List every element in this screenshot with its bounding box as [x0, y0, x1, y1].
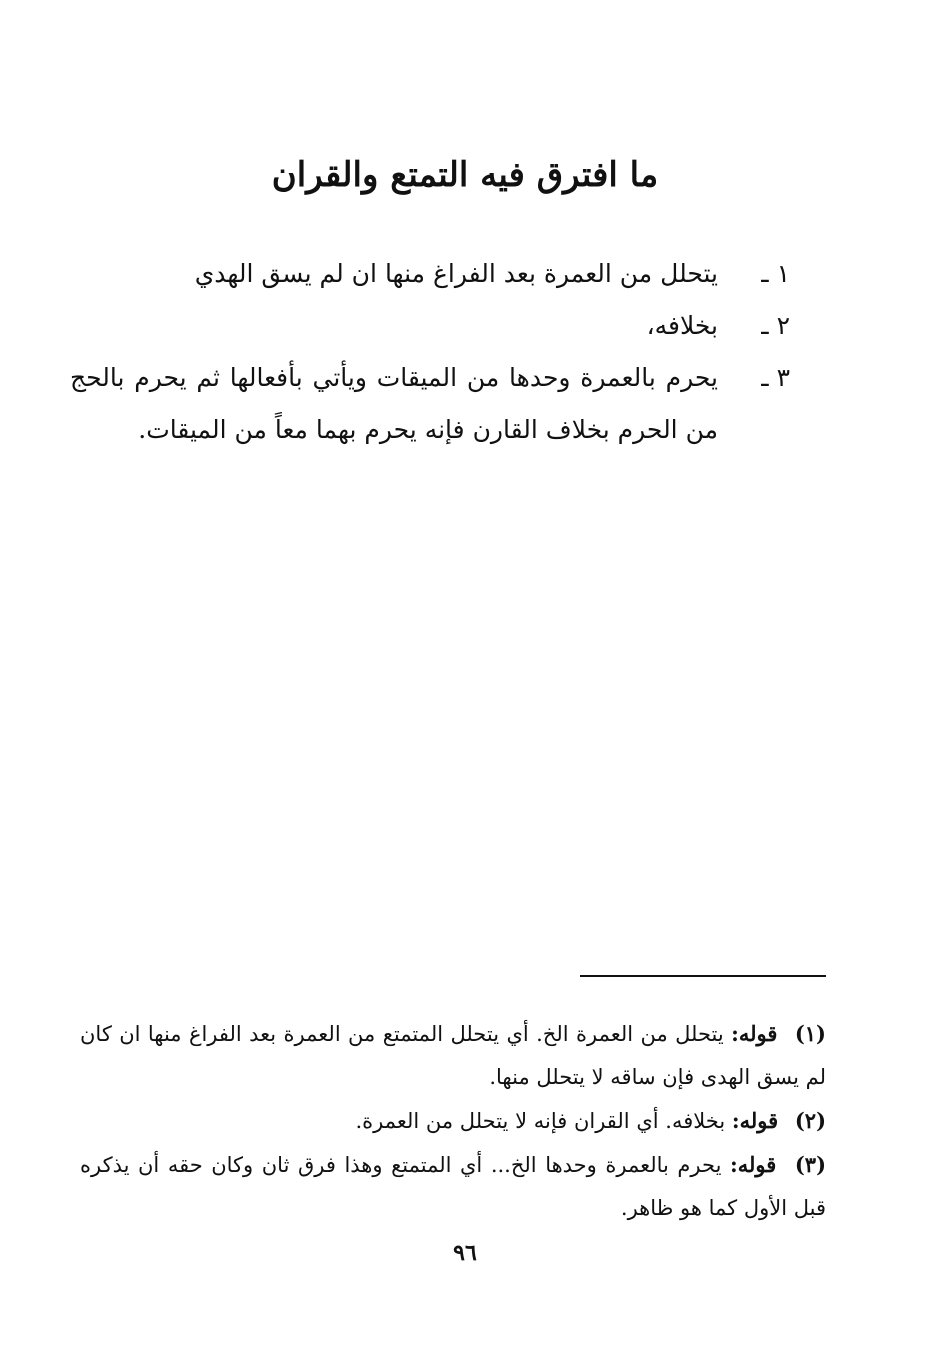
list-item-1 [70, 248, 790, 300]
item-text: يحرم بالعمرة وحدها من الميقات ويأتي بأفعالها ثم يحرم بالحج من الحرم بخلاف القارن فإنه يحرم بهما معاً من الميقات. [70, 363, 718, 444]
footnote-head: قوله: [731, 1108, 779, 1133]
item-number: ٣ ـ [761, 363, 790, 392]
page-title: ما افترق فيه التمتع والقران [271, 155, 659, 195]
item-text: بخلافه، [646, 311, 718, 340]
footnotes-list [80, 1012, 826, 1230]
page-number: ٩٦ [453, 1240, 477, 1266]
footnote-text: بخلافه. أي القران فإنه لا يتحلل من العمرة. [355, 1109, 726, 1133]
footnote-head: قوله: [731, 1021, 778, 1046]
main-list [70, 248, 790, 456]
item-number: ٢ ـ [761, 311, 790, 340]
list-item-3 [70, 352, 790, 456]
footnote-3 [80, 1143, 826, 1230]
item-number: ١ ـ [761, 259, 790, 288]
footnote-text: يتحلل من العمرة الخ. أي يتحلل المتمتع من العمرة بعد الفراغ منها ان كان لم يسق الهدى فإن ساقه لا يتحلل منها. [80, 1022, 826, 1089]
footnote-text: يحرم بالعمرة وحدها الخ... أي المتمتع وهذا فرق ثان وكان حقه أن يذكره قبل الأول كما هو ظاهر. [80, 1153, 826, 1220]
list-item-2 [70, 300, 790, 352]
footnote-1 [80, 1012, 826, 1099]
footnote-number: (٢) [794, 1108, 826, 1133]
footnote-number: (٣) [794, 1152, 826, 1177]
footnote-2 [80, 1099, 826, 1143]
item-text: يتحلل من العمرة بعد الفراغ منها ان لم يسق الهدي [194, 259, 718, 288]
footnote-number: (١) [794, 1021, 826, 1046]
footnote-head: قوله: [729, 1152, 777, 1177]
footnote-divider [580, 975, 826, 977]
